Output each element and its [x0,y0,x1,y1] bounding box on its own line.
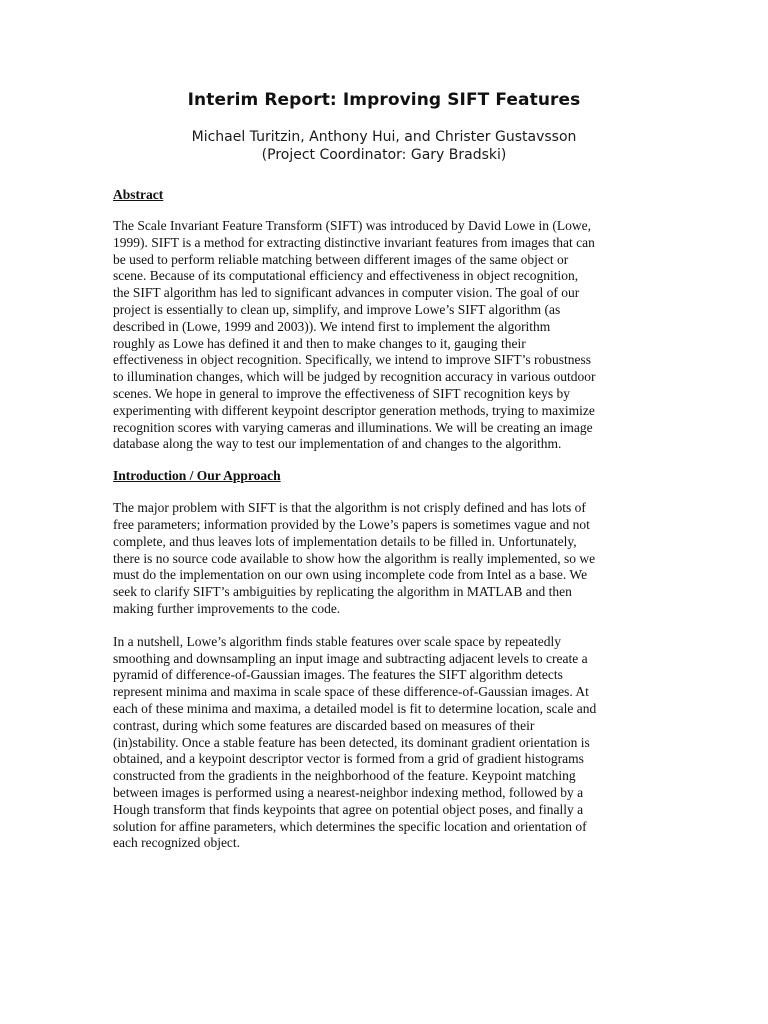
text-line: The Scale Invariant Feature Transform (SIFT) was introduced by David Lowe in (Lowe, [113,218,592,233]
text-line: free parameters; information provided by the Lowe’s papers is sometimes vague and not [113,516,590,532]
text-line: scenes. We hope in general to improve the effectiveness of SIFT recognition keys by [113,385,571,401]
text-line: scene. Because of its computational efficiency and effectiveness in object recognition, [113,268,579,284]
author-block [113,128,655,164]
text-line: 1999). SIFT is a method for extracting distinctive invariant features from images that can [113,234,595,250]
text-line: each recognized object. [113,835,241,851]
paper-title: Interim Report: Improving SIFT Features [187,90,581,110]
project-coordinator: (Project Coordinator: Gary Bradski) [261,147,507,163]
text-line: (in)stability. Once a stable feature has been detected, its dominant gradient orientation is [113,734,590,750]
text-line: each of these minima and maxima, a detailed model is fit to determine location, scale and [113,700,597,716]
text-line: effectiveness in object recognition. Specifically, we intend to improve SIFT’s robustness [113,352,592,368]
text-line: smoothing and downsampling an input image and subtracting adjacent levels to create a [113,650,588,666]
abstract-heading: Abstract [113,187,164,202]
text-line: recognition scores with varying cameras and illuminations. We will be creating an image [113,419,593,435]
text-line: between images is performed using a nearest-neighbor indexing method, followed by a [113,784,584,800]
text-line: to illumination changes, which will be judged by recognition accuracy in various outdoor [113,369,596,385]
text-line: complete, and thus leaves lots of implementation details to be filled in. Unfortunately, [113,533,577,549]
text-line: be used to perform reliable matching between different images of the same object or [113,251,569,267]
text-line: there is no source code available to show how the algorithm is really implemented, so we [113,550,596,566]
text-line: project is essentially to clean up, simplify, and improve Lowe’s SIFT algorithm (as [113,301,561,317]
abstract-paragraph [113,218,655,453]
text-line: described in (Lowe, 1999 and 2003)). We intend first to implement the algorithm [113,318,551,334]
text-line: seek to clarify SIFT’s ambiguities by replicating the algorithm in MATLAB and then [113,584,572,600]
text-line: solution for affine parameters, which determines the specific location and orientation of [113,818,587,834]
introduction-paragraph-2 [113,634,655,852]
text-line: pyramid of difference-of-Gaussian images. The features the SIFT algorithm detects [113,667,563,683]
text-line: database along the way to test our implementation of and changes to the algorithm. [113,436,562,452]
text-line: obtained, and a keypoint descriptor vector is formed from a grid of gradient histograms [113,751,584,767]
text-line: In a nutshell, Lowe’s algorithm finds stable features over scale space by repeatedly [113,633,561,649]
text-line: making further improvements to the code. [113,600,341,616]
text-line: represent minima and maxima in scale space of these difference-of-Gaussian images. At [113,684,589,700]
text-line: roughly as Lowe has defined it and then to make changes to it, gauging their [113,335,526,351]
text-line: experimenting with different keypoint descriptor generation methods, trying to maximize [113,402,595,418]
text-line: must do the implementation on our own using incomplete code from Intel as a base. We [113,567,588,583]
text-line: contrast, during which some features are discarded based on measures of their [113,717,535,733]
introduction-heading: Introduction / Our Approach [113,468,281,484]
author-names: Michael Turitzin, Anthony Hui, and Christer Gustavsson [191,129,577,145]
text-line: the SIFT algorithm has led to significant advances in computer vision. The goal of our [113,285,580,301]
text-line: The major problem with SIFT is that the algorithm is not crisply defined and has lots of [113,500,586,516]
introduction-paragraph-1 [113,500,655,618]
document-page [113,88,655,852]
text-line: constructed from the gradients in the neighborhood of the feature. Keypoint matching [113,768,576,784]
text-line: Hough transform that finds keypoints that agree on potential object poses, and finally a [113,801,584,817]
